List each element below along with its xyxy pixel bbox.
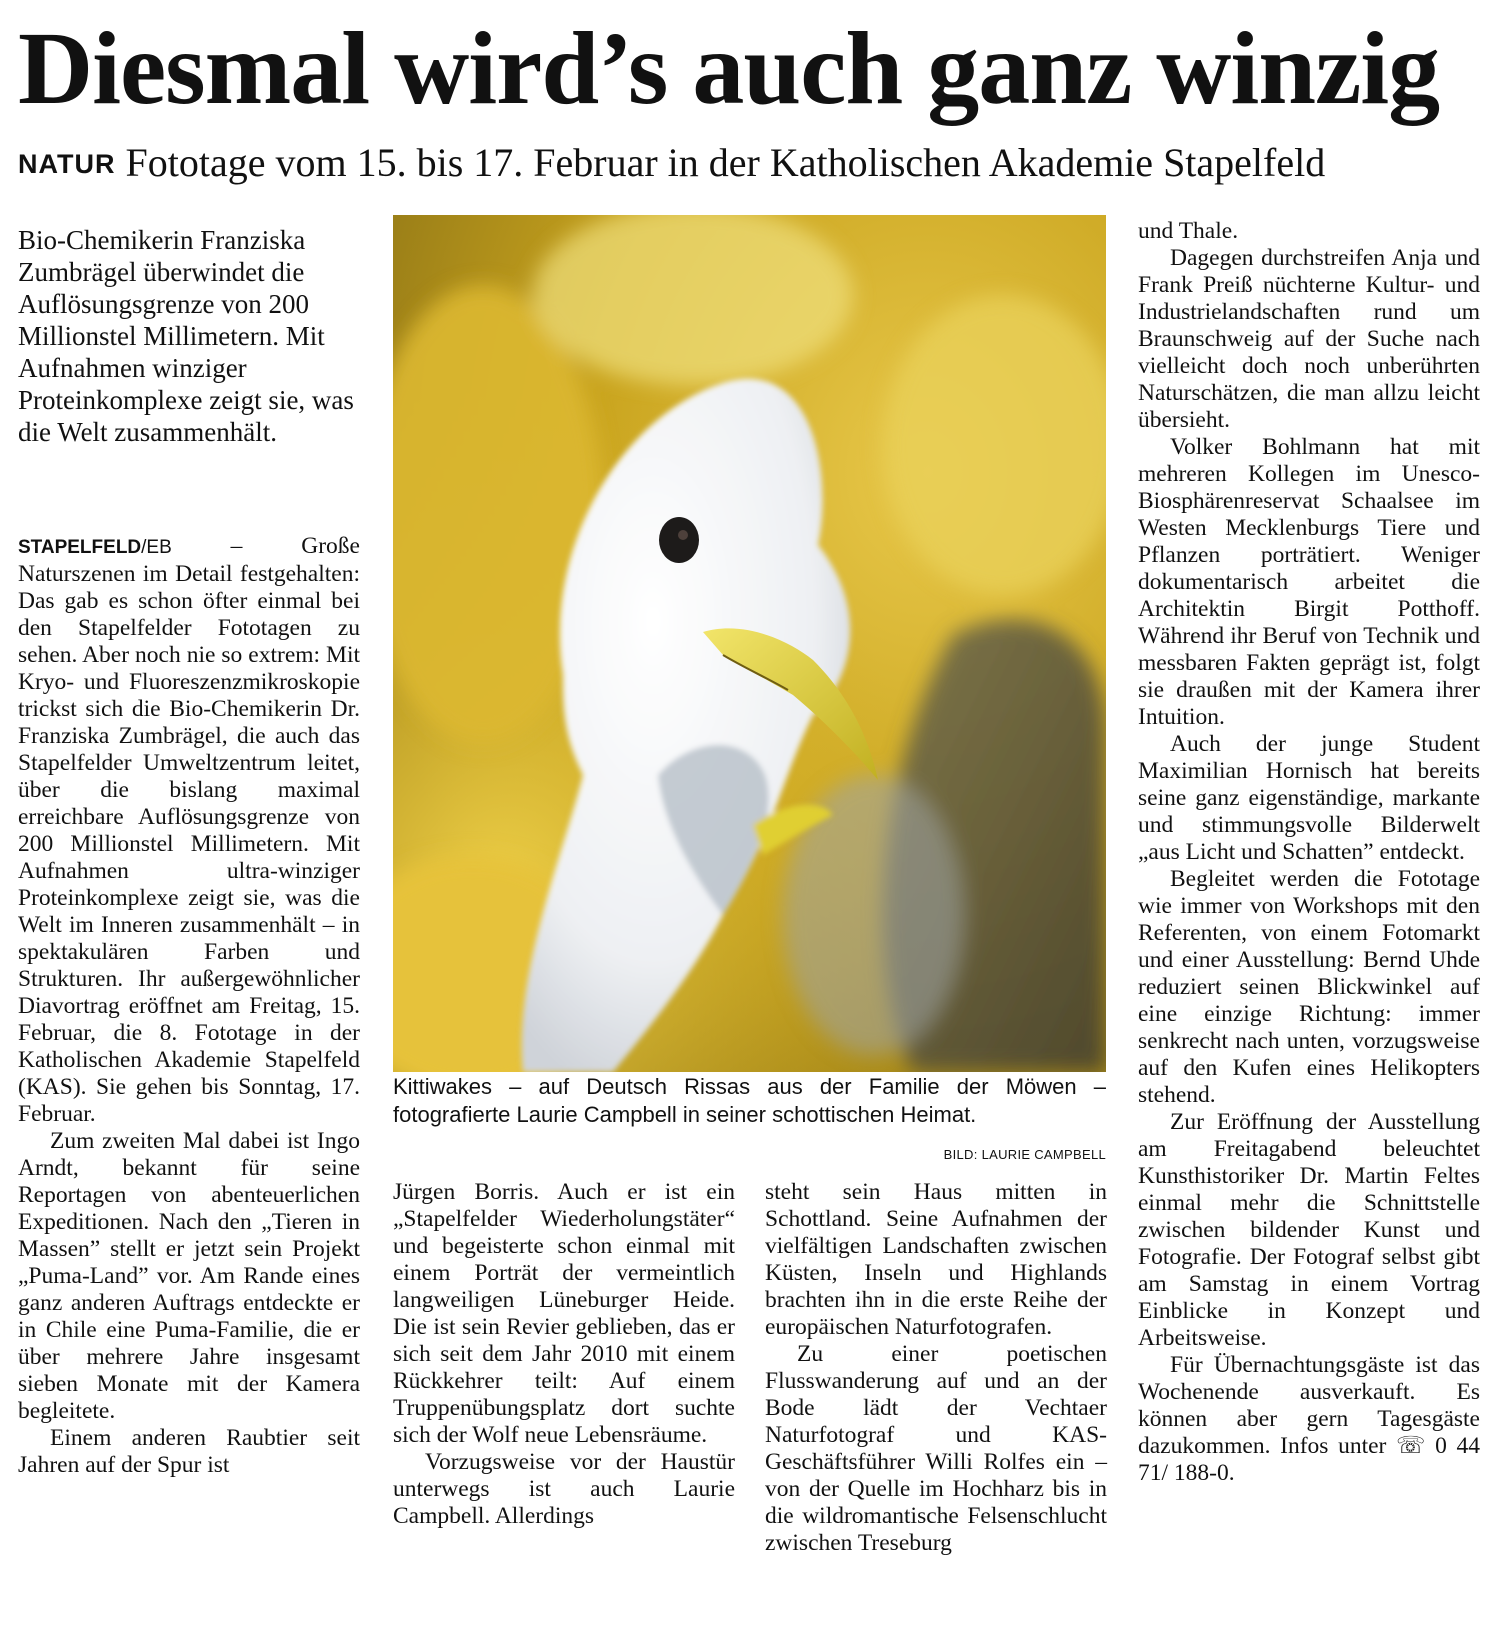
paragraph: Begleitet werden die Fototage wie immer von Workshops mit den Referenten, von einem Fotomarkt und einer Ausstellung: Bernd Uhde reduziert seinen Blickwinkel auf eine einzige Richtung: immer senkrecht nach unten, vorzugsweise auf den Kufen eines Helikopters stehend.	[1138, 866, 1480, 1108]
subheadline	[18, 140, 1488, 187]
text-column-1	[18, 533, 360, 1479]
dateline-source: /EB	[141, 537, 172, 558]
headline: Diesmal wird’s auch ganz winzig	[18, 11, 1440, 126]
dateline-place: STAPELFELD	[18, 537, 142, 558]
paragraph: Auch der junge Student Maximilian Hornisch hat bereits seine ganz eigenständige, markante und stimmungsvolle Bilderwelt „aus Licht und Schatten” entdeckt.	[1138, 731, 1480, 865]
paragraph: Für Übernachtungsgäste ist das Wochenende ausverkauft. Es können aber gern Tagesgäste dazukommen. Infos unter ☏ 0 44 71/ 188-0.	[1138, 1352, 1480, 1486]
text-column-2	[393, 1179, 735, 1530]
paragraph: Zum zweiten Mal dabei ist Ingo Arndt, bekannt für seine Reportagen von abenteuerlichen Expeditionen. Nach den „Tieren in Massen” stellt er jetzt sein Projekt „Puma-Land” vor. Am Rande eines ganz anderen Auftrags entdeckte er in Chile eine Puma-Familie, die er über mehrere Jahre insgesamt sieben Monate mit der Kamera begleitete.	[18, 1128, 360, 1424]
paragraph: Jürgen Borris. Auch er ist ein „Stapelfelder Wiederholungstäter“ und begeisterte schon einmal mit einem Porträt der vermeintlich langweiligen Lüneburger Heide. Die ist sein Revier geblieben, das er sich seit dem Jahr 2010 mit einem Rückkehrer teilt: Auf einem Truppenübungsplatz dort suchte sich der Wolf neue Lebensräume.	[393, 1179, 735, 1448]
paragraph-text: – Große Naturszenen im Detail festgehalten: Das gab es schon öfter einmal bei den Stapelfelder Fototagen zu sehen. Aber noch nie so extrem: Mit Kryo- und Fluoreszenzmikroskopie trickst sich die Bio-Chemikerin Dr. Franziska Zumbrägel, die auch das Stapelfelder Umweltzentrum leitet, über die bislang maximal erreichbare Auflösungsgrenze von 200 Millionstel Millimetern. Mit Aufnahmen ultra-winziger Proteinkomplexe zeigt sie, was die Welt im Inneren zusammenhält – in spektakulären Farben und Strukturen. Ihr außergewöhnlicher Diavortrag eröffnet am Freitag, 15. Februar, die 8. Fototage in der Katholischen Akademie Stapelfeld (KAS). Sie gehen bis Sonntag, 17. Februar.	[18, 533, 360, 1127]
paragraph: Zu einer poetischen Flusswanderung auf und an der Bode lädt der Vechtaer Naturfotograf und KAS-Geschäftsführer Willi Rolfes ein – von der Quelle im Hochharz bis in die wildromantische Felsenschlucht zwischen Treseburg	[765, 1341, 1107, 1556]
paragraph: Vorzugsweise vor der Haustür unterwegs ist auch Laurie Campbell. Allerdings	[393, 1449, 735, 1529]
paragraph: Dagegen durchstreifen Anja und Frank Preiß nüchterne Kultur- und Industrielandschaften rund um Braunschweig auf der Suche nach vielleicht doch noch unberührten Naturschätzen, die man allzu leicht übersieht.	[1138, 245, 1480, 433]
photo-credit: BILD: LAURIE CAMPBELL	[943, 1147, 1106, 1162]
kittiwake-photo-image	[393, 215, 1106, 1072]
lead-paragraph: Bio-Chemikerin Franziska Zumbrägel überwindet die Auflösungsgrenze von 200 Millionstel Millimetern. Mit Aufnahmen winziger Proteinkomplexe zeigt sie, was die Welt zusammenhält.	[18, 225, 354, 447]
paragraph: und Thale.	[1138, 218, 1239, 244]
photo-caption: Kittiwakes – auf Deutsch Rissas aus der Familie der Möwen – fotografierte Laurie Campbell in seiner schottischen Heimat.	[393, 1074, 1106, 1127]
paragraph: Zur Eröffnung der Ausstellung am Freitagabend beleuchtet Kunsthistoriker Dr. Martin Feltes einmal mehr die Schnittstelle zwischen bildender Kunst und Fotografie. Der Fotograf selbst gibt am Samstag in einem Vortrag Einblicke in Konzept und Arbeitsweise.	[1138, 1109, 1480, 1351]
paragraph: Einem anderen Raubtier seit Jahren auf der Spur ist	[18, 1425, 360, 1478]
section-kicker: NATUR	[18, 149, 116, 179]
paragraph: Volker Bohlmann hat mit mehreren Kollegen im Unesco-Biosphärenreservat Schaalsee im Westen Mecklenburgs Tiere und Pflanzen porträtiert. Weniger dokumentarisch arbeitet die Architektin Birgit Potthoff. Während ihr Beruf von Technik und messbaren Fakten geprägt ist, folgt sie draußen mit der Kamera ihrer Intuition.	[1138, 434, 1480, 730]
text-column-4	[1138, 218, 1480, 1487]
subhead-text: Fototage vom 15. bis 17. Februar in der Katholischen Akademie Stapelfeld	[125, 140, 1326, 185]
photo-kittiwakes	[393, 215, 1106, 1072]
paragraph	[18, 533, 360, 1128]
text-column-3	[765, 1179, 1107, 1557]
paragraph: steht sein Haus mitten in Schottland. Seine Aufnahmen der vielfältigen Landschaften zwischen Küsten, Inseln und Highlands brachten ihn in die erste Reihe der europäischen Naturfotografen.	[765, 1179, 1107, 1340]
